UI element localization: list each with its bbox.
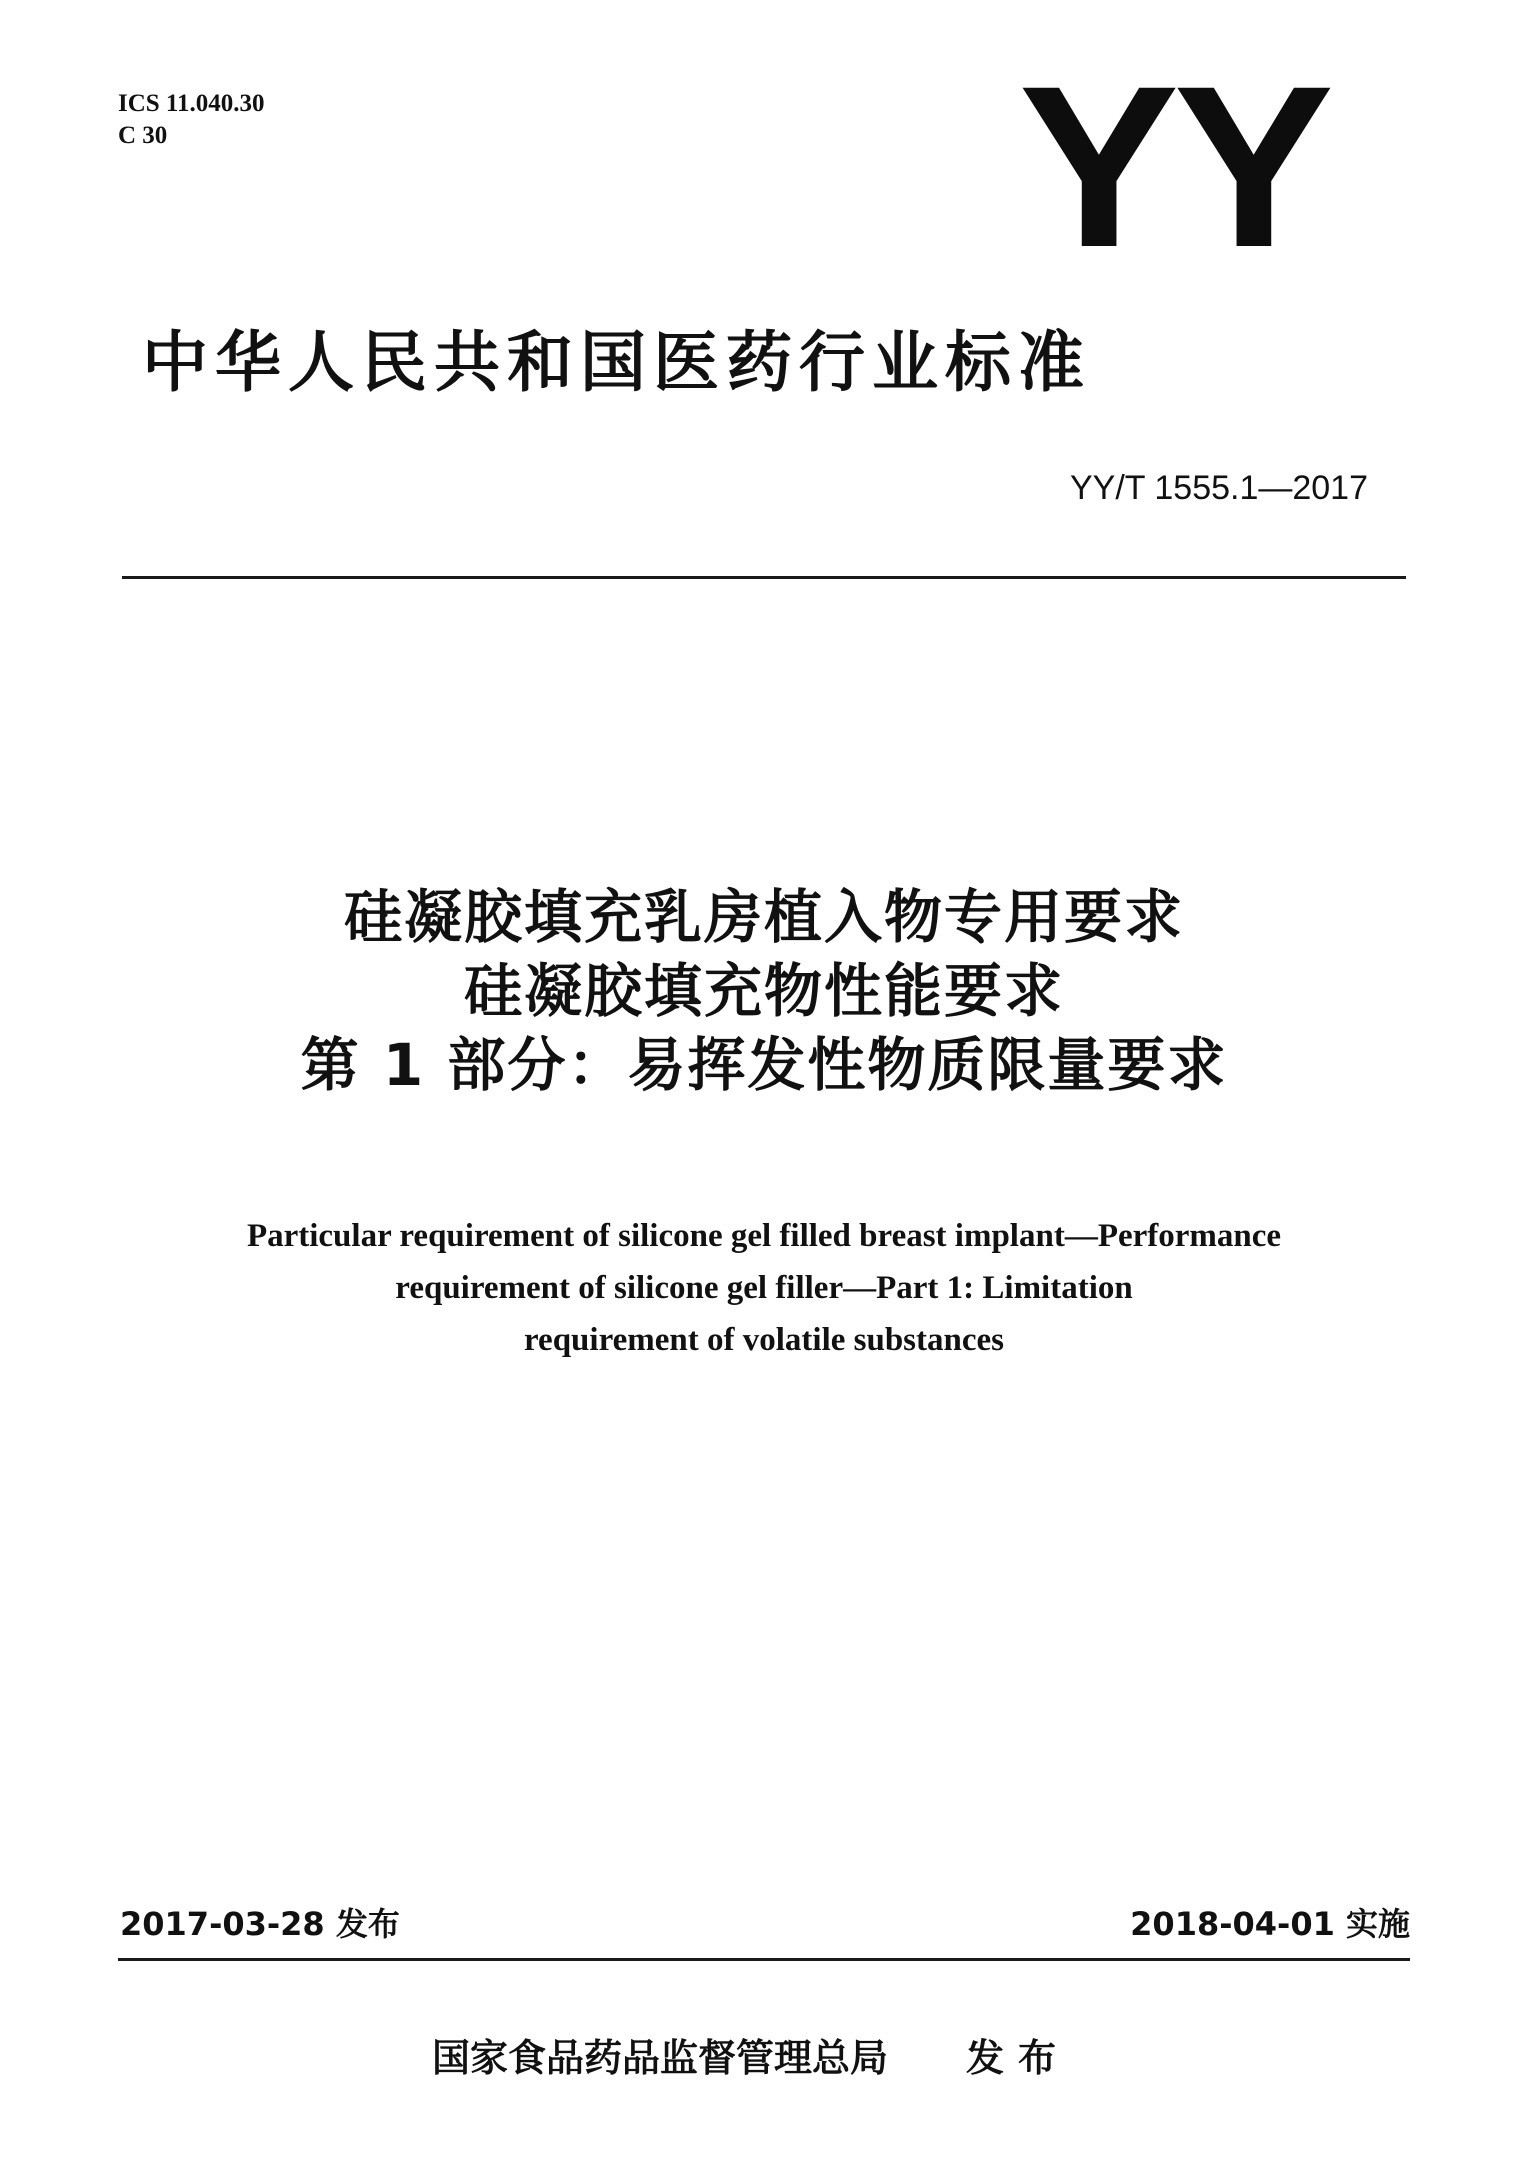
classification-codes	[118, 88, 265, 152]
chinese-title-line-2: 硅凝胶填充物性能要求	[463, 957, 1064, 1025]
standard-number: YY/T 1555.1—2017	[1069, 469, 1368, 507]
chinese-title-line-1: 硅凝胶填充乳房植入物专用要求	[343, 883, 1184, 951]
issue-date: 2017-03-28 发布	[120, 1905, 400, 1943]
english-title-line-2: requirement of silicone gel filler—Part 1: Limitation	[395, 1270, 1133, 1306]
footer-divider	[118, 1958, 1410, 1961]
english-title-line-1: Particular requirement of silicone gel filled breast implant—Performance	[246, 1218, 1282, 1254]
publish-label: 发布	[966, 2036, 1071, 2080]
publisher-line	[432, 2034, 1070, 2082]
publisher-name: 国家食品药品监督管理总局	[432, 2036, 889, 2080]
english-title-line-3: requirement of volatile substances	[524, 1322, 1004, 1358]
header-divider	[122, 576, 1406, 579]
implementation-date: 2018-04-01 实施	[1130, 1905, 1410, 1943]
chinese-title	[0, 880, 1528, 1102]
standard-category-title: 中华人民共和国医药行业标准	[142, 324, 1091, 401]
yy-logo: YY	[1018, 38, 1329, 295]
ccs-code: C 30	[118, 122, 168, 149]
ics-code: ICS 11.040.30	[118, 90, 265, 117]
chinese-title-line-3: 第 1 部分：易挥发性物质限量要求	[300, 1031, 1228, 1099]
english-title	[0, 1210, 1528, 1366]
